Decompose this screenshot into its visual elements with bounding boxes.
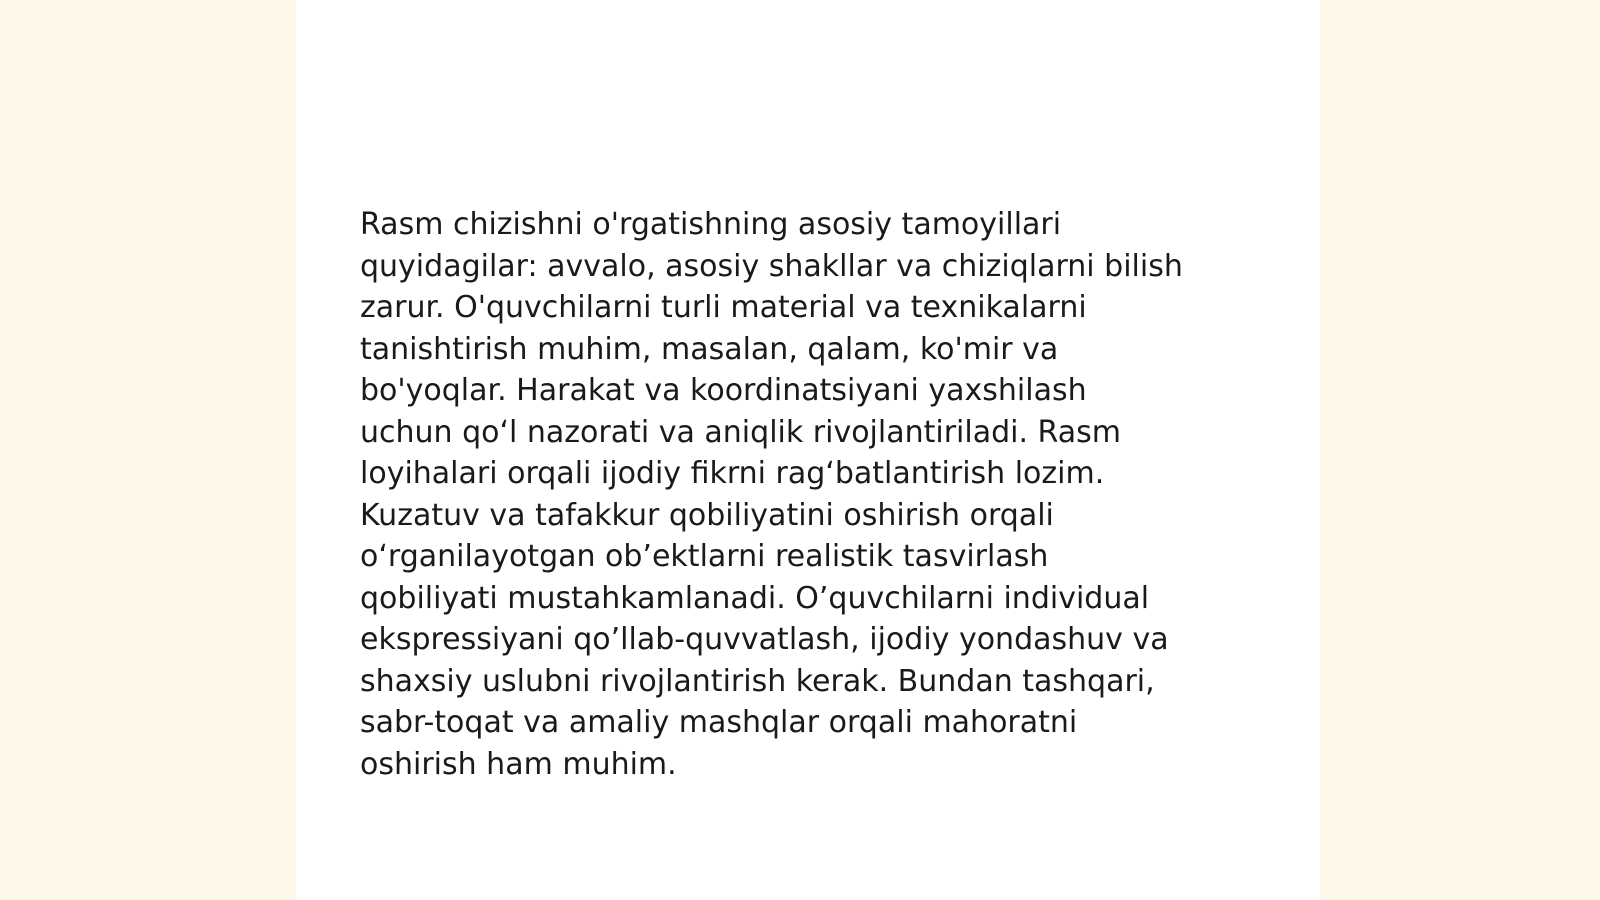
text-line: quyidagilar: avvalo, asosiy shakllar va chiziqlarni bilish	[360, 248, 1183, 284]
text-line: Rasm chizishni o'rgatishning asosiy tamoyillari	[360, 207, 1062, 242]
slide-canvas	[296, 0, 1320, 900]
text-line: bo'yoqlar. Harakat va koordinatsiyani yaxshilash	[360, 373, 1087, 408]
text-line: ekspressiyani qo’llab-quvvatlash, ijodiy yondashuv va	[360, 622, 1169, 657]
text-line: tanishtirish muhim, masalan, qalam, ko'mir va	[360, 331, 1059, 367]
slide-body-text	[360, 204, 1260, 785]
text-line: qobiliyati mustahkamlanadi. O’quvchilarni individual	[360, 580, 1150, 616]
text-line: loyihalari orqali ijodiy fikrni rag‘batlantirish lozim.	[360, 456, 1105, 491]
text-line: Kuzatuv va tafakkur qobiliyatini oshirish orqali	[360, 497, 1054, 533]
text-line: zarur. O'quvchilarni turli material va texnikalarni	[360, 290, 1087, 325]
text-line: oshirish ham muhim.	[360, 746, 677, 782]
text-line: uchun qo‘l nazorati va aniqlik rivojlantiriladi. Rasm	[360, 414, 1121, 450]
text-line: shaxsiy uslubni rivojlantirish kerak. Bundan tashqari,	[360, 663, 1155, 699]
text-line: o‘rganilayotgan ob’ektlarni realistik tasvirlash	[360, 539, 1049, 574]
text-line: sabr-toqat va amaliy mashqlar orqali mahoratni	[360, 705, 1078, 740]
